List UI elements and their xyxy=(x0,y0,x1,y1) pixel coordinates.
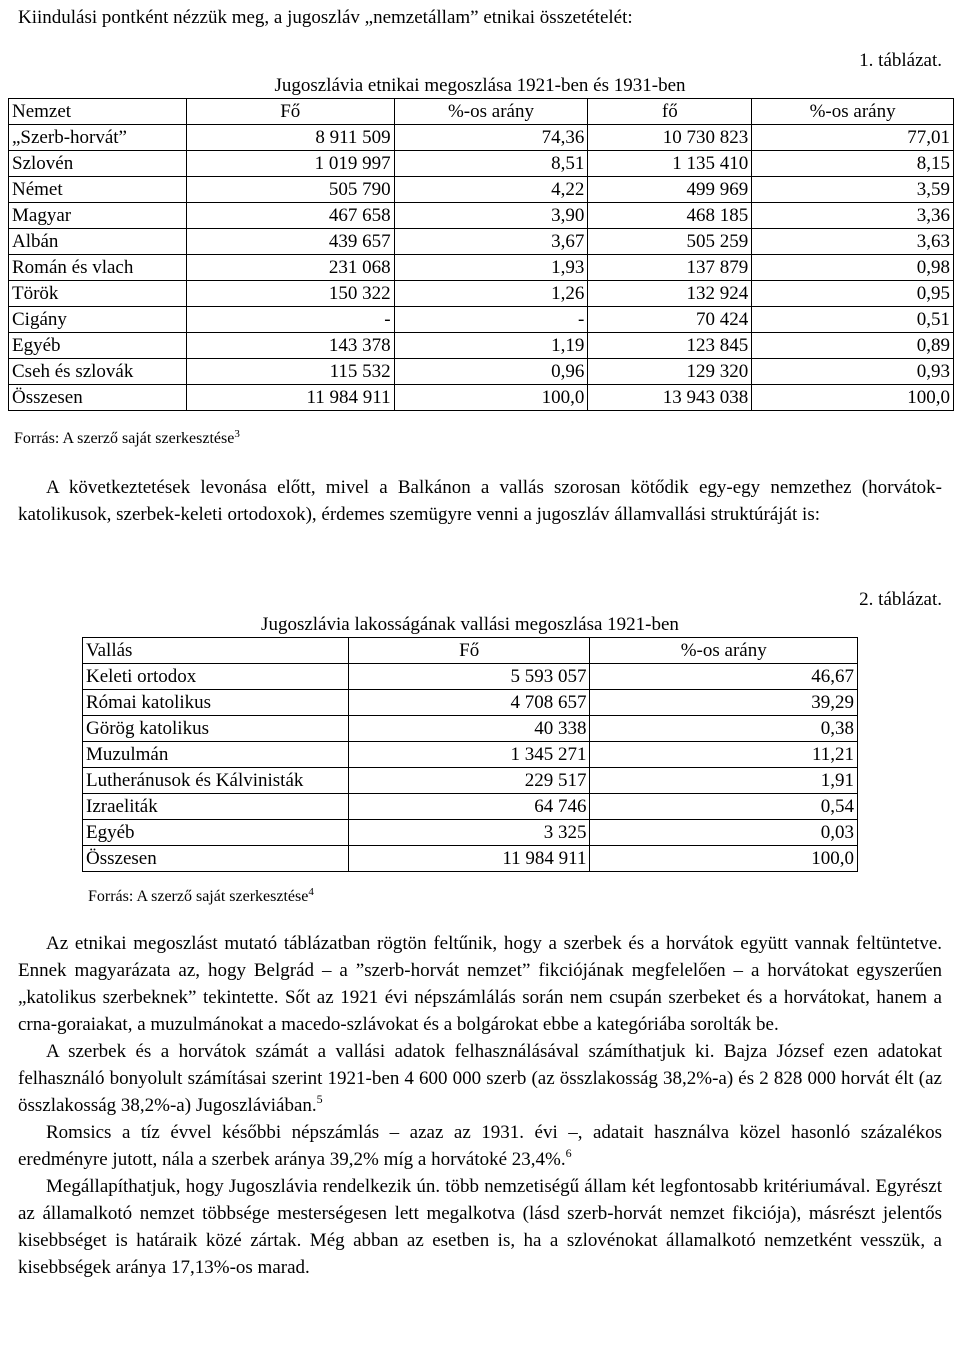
cell: 132 924 xyxy=(588,281,752,307)
cell: Német xyxy=(9,177,187,203)
table-row xyxy=(9,255,954,281)
footnote-ref: 5 xyxy=(316,1092,323,1106)
cell: 3,59 xyxy=(752,177,954,203)
paragraph-text: Romsics a tíz évvel későbbi népszámlás – azaz az 1931. évi –, adatait használva közel hasonló százalékos eredményre jutott, nála a szerbek aránya 39,2% míg a horvátoké 23,4%. xyxy=(18,1122,942,1170)
cell: 1,19 xyxy=(394,333,588,359)
cell: 11,21 xyxy=(590,742,858,768)
cell: Török xyxy=(9,281,187,307)
cell: 1 135 410 xyxy=(588,151,752,177)
cell: 8 911 509 xyxy=(186,125,394,151)
table1-source xyxy=(14,424,240,449)
cell: Összesen xyxy=(83,846,349,872)
religion-table xyxy=(82,637,858,872)
header-cell: %-os arány xyxy=(590,638,858,664)
cell: 0,03 xyxy=(590,820,858,846)
cell: 439 657 xyxy=(186,229,394,255)
cell: 70 424 xyxy=(588,307,752,333)
cell: 3 325 xyxy=(348,820,590,846)
cell: 505 259 xyxy=(588,229,752,255)
header-cell: Vallás xyxy=(83,638,349,664)
cell: 8,51 xyxy=(394,151,588,177)
paragraph: Az etnikai megoszlást mutató táblázatban rögtön feltűnik, hogy a szerbek és a horvátok együtt vannak feltüntetve. Ennek magyarázata az, hogy Belgrád – a ”szerb-horvát nemzet” fikciójának megfelelően – a horvátokat egyszerűen „katolikus szerbeknek” tekintette. Sőt az 1921 évi népszámlálás során nem csupán szerbeket és a horvátokat, hanem a crna-goraiakat, a muzulmánokat a macedo-szlávokat és a bolgárokat ebbe a kategóriába sorolták be. xyxy=(18,933,942,1035)
cell: 8,15 xyxy=(752,151,954,177)
cell: 150 322 xyxy=(186,281,394,307)
table-row xyxy=(9,125,954,151)
table-row xyxy=(9,177,954,203)
cell: 74,36 xyxy=(394,125,588,151)
table-row xyxy=(9,385,954,411)
cell: 0,98 xyxy=(752,255,954,281)
ethnic-table xyxy=(8,98,954,411)
table1-caption: Jugoszlávia etnikai megoszlása 1921-ben és 1931-ben xyxy=(274,75,686,96)
cell: Muzulmán xyxy=(83,742,349,768)
cell: 13 943 038 xyxy=(588,385,752,411)
cell: Román és vlach xyxy=(9,255,187,281)
cell: Cseh és szlovák xyxy=(9,359,187,385)
cell: Albán xyxy=(9,229,187,255)
paragraph-text: A következtetések levonása előtt, mivel a Balkánon a vallás szorosan kötődik egy-egy nemzethez (horvátok-katolikusok, szerbek-keleti ortodoxok), érdemes szemügyre venni a jugoszláv államvallási struktúráját is: xyxy=(18,477,942,525)
cell: 10 730 823 xyxy=(588,125,752,151)
cell: Cigány xyxy=(9,307,187,333)
cell: 77,01 xyxy=(752,125,954,151)
cell: Görög katolikus xyxy=(83,716,349,742)
cell: 100,0 xyxy=(394,385,588,411)
cell: 467 658 xyxy=(186,203,394,229)
table-row xyxy=(83,664,858,690)
cell: 3,63 xyxy=(752,229,954,255)
table-row xyxy=(9,281,954,307)
cell: 1,91 xyxy=(590,768,858,794)
cell: 11 984 911 xyxy=(348,846,590,872)
cell: Egyéb xyxy=(83,820,349,846)
table2-caption: Jugoszlávia lakosságának vallási megoszlása 1921-ben xyxy=(261,614,679,635)
cell: Magyar xyxy=(9,203,187,229)
table2-source xyxy=(88,882,314,907)
header-cell: Fő xyxy=(348,638,590,664)
cell: 231 068 xyxy=(186,255,394,281)
cell: Izraeliták xyxy=(83,794,349,820)
header-cell: Nemzet xyxy=(9,99,187,125)
cell: Összesen xyxy=(9,385,187,411)
cell: 3,36 xyxy=(752,203,954,229)
cell: 0,89 xyxy=(752,333,954,359)
cell: 137 879 xyxy=(588,255,752,281)
cell: 5 593 057 xyxy=(348,664,590,690)
cell: 499 969 xyxy=(588,177,752,203)
cell: 100,0 xyxy=(590,846,858,872)
cell: 3,90 xyxy=(394,203,588,229)
cell: 64 746 xyxy=(348,794,590,820)
table-row xyxy=(9,307,954,333)
cell: 46,67 xyxy=(590,664,858,690)
table-row xyxy=(83,846,858,872)
cell: 40 338 xyxy=(348,716,590,742)
cell: - xyxy=(186,307,394,333)
cell: 0,93 xyxy=(752,359,954,385)
cell: 0,51 xyxy=(752,307,954,333)
cell: 129 320 xyxy=(588,359,752,385)
table-row xyxy=(83,742,858,768)
source-text: Forrás: A szerző saját szerkesztése xyxy=(88,888,309,905)
paragraph xyxy=(18,1119,942,1173)
header-cell: %-os arány xyxy=(394,99,588,125)
cell: „Szerb-horvát” xyxy=(9,125,187,151)
cell: 1,93 xyxy=(394,255,588,281)
header-cell: Fő xyxy=(186,99,394,125)
cell: 0,96 xyxy=(394,359,588,385)
footnote-ref: 4 xyxy=(308,886,314,898)
cell: 1,26 xyxy=(394,281,588,307)
cell: 229 517 xyxy=(348,768,590,794)
cell: Keleti ortodox xyxy=(83,664,349,690)
body-text xyxy=(18,930,942,1281)
cell: 100,0 xyxy=(752,385,954,411)
table-row xyxy=(83,768,858,794)
table-header-row xyxy=(9,99,954,125)
cell: 505 790 xyxy=(186,177,394,203)
cell: 115 532 xyxy=(186,359,394,385)
cell: 39,29 xyxy=(590,690,858,716)
header-cell: fő xyxy=(588,99,752,125)
cell: Római katolikus xyxy=(83,690,349,716)
cell: 0,54 xyxy=(590,794,858,820)
table-header-row xyxy=(83,638,858,664)
table-row xyxy=(83,794,858,820)
paragraph xyxy=(18,1038,942,1119)
footnote-ref: 3 xyxy=(234,428,240,440)
header-cell: %-os arány xyxy=(752,99,954,125)
table1-number: 1. táblázat. xyxy=(859,50,942,71)
cell: Egyéb xyxy=(9,333,187,359)
paragraph: Megállapíthatjuk, hogy Jugoszlávia rendelkezik ún. több nemzetiségű állam két legfontosabb kritériumával. Egyrészt az államalkotó nemzet többsége mesterségesen lett megalkotva (lásd szerb-horvát nemzet fikciója), másrészt jelentős kisebbséget is határaik közé zártak. Még abban az esetben is, ha a szlovénokat államalkotó nemzetként vesszük, a kisebbségek aránya 17,13%-os marad. xyxy=(18,1176,942,1278)
table-row xyxy=(9,333,954,359)
table-row xyxy=(9,151,954,177)
cell: 1 345 271 xyxy=(348,742,590,768)
cell: - xyxy=(394,307,588,333)
source-text: Forrás: A szerző saját szerkesztése xyxy=(14,430,235,447)
table-row xyxy=(83,690,858,716)
paragraph-religion-intro xyxy=(18,474,942,528)
cell: 0,38 xyxy=(590,716,858,742)
intro-text: Kiindulási pontként nézzük meg, a jugoszláv „nemzetállam” etnikai összetételét: xyxy=(18,7,633,28)
table2-number: 2. táblázat. xyxy=(859,589,942,610)
cell: 3,67 xyxy=(394,229,588,255)
table-row xyxy=(9,229,954,255)
table-row xyxy=(83,716,858,742)
cell: 4 708 657 xyxy=(348,690,590,716)
cell: 11 984 911 xyxy=(186,385,394,411)
cell: 468 185 xyxy=(588,203,752,229)
cell: 0,95 xyxy=(752,281,954,307)
cell: 143 378 xyxy=(186,333,394,359)
cell: 1 019 997 xyxy=(186,151,394,177)
paragraph-text: A szerbek és a horvátok számát a vallási adatok felhasználásával számíthatjuk ki. Bajza József ezen adatokat felhasználó bonyolult számításai szerint 1921-ben 4 600 000 szerb (az összlakosság 38,2%-a) és 2 828 000 horvát élt (az összlakosság 38,2%-a) Jugoszláviában. xyxy=(18,1041,942,1116)
cell: 4,22 xyxy=(394,177,588,203)
footnote-ref: 6 xyxy=(565,1146,572,1160)
cell: 123 845 xyxy=(588,333,752,359)
table-row xyxy=(9,203,954,229)
table-row xyxy=(9,359,954,385)
cell: Szlovén xyxy=(9,151,187,177)
cell: Lutheránusok és Kálvinisták xyxy=(83,768,349,794)
table-row xyxy=(83,820,858,846)
